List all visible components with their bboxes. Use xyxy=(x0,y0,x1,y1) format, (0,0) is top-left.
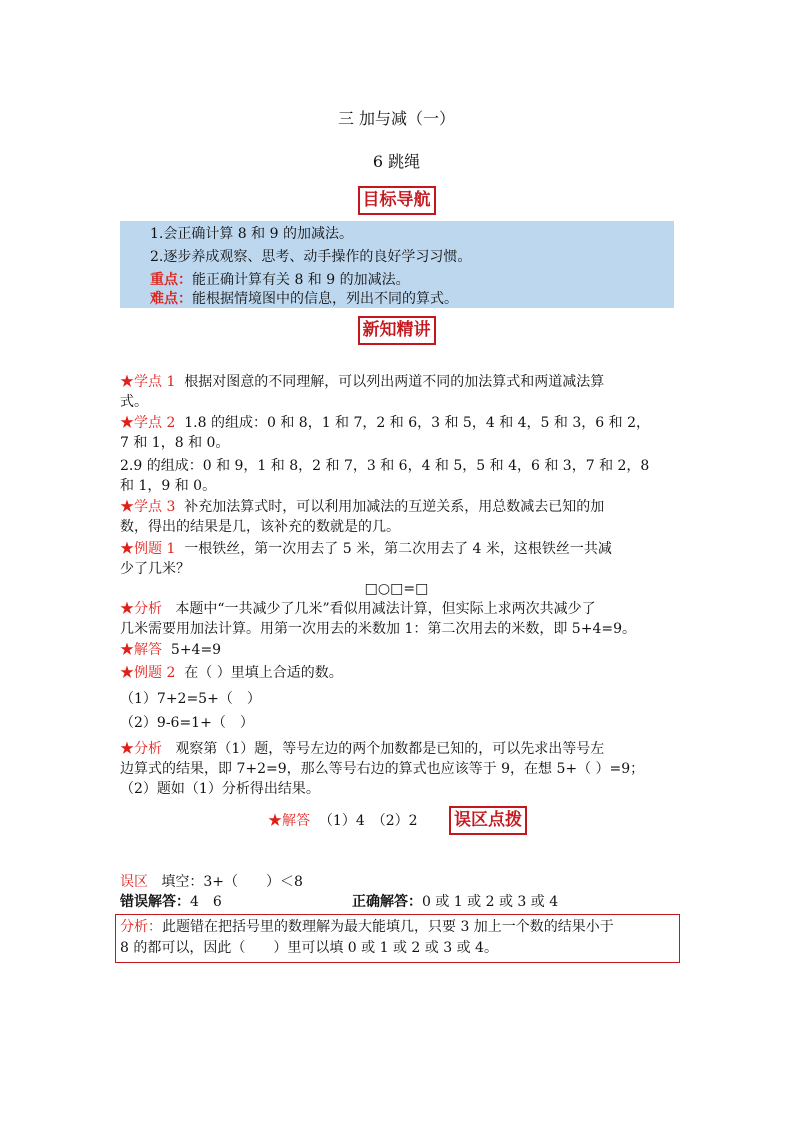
right-answer-text: 0 或 1 或 2 或 3 或 4 xyxy=(422,894,559,910)
goal-item-2: 2.逐步养成观察、思考、动手操作的良好学习习惯。 xyxy=(150,249,472,265)
example-1-formula: □○□=□ xyxy=(364,581,429,597)
key-point xyxy=(150,269,410,289)
chapter-title: 三 加与减（一） xyxy=(337,109,456,128)
example-1 xyxy=(120,539,612,559)
goal-item-1: 1.会正确计算 8 和 9 的加减法。 xyxy=(150,226,353,242)
right-answer-label: 正确解答： xyxy=(352,894,422,910)
mistake-right-answer xyxy=(352,892,558,912)
key-point-label: 重点： xyxy=(150,272,192,288)
example-2-answer-text: （1）4 （2）2 xyxy=(318,813,418,829)
point-2-text-cont: 7 和 1，8 和 0。 xyxy=(120,435,230,451)
example-1-answer xyxy=(120,640,221,660)
example-2-analysis-cont: 边算式的结果，即 7+2=9，那么等号右边的算式也应该等于 9，在想 5+（ ）=9； xyxy=(120,761,645,777)
new-knowledge-heading xyxy=(0,316,793,345)
goals-heading xyxy=(0,186,793,215)
example-1-text: 一根铁丝，第一次用去了 5 米，第二次用去了 4 米，这根铁丝一共减 xyxy=(184,541,612,557)
mistakes-heading xyxy=(449,806,527,835)
mistake-analysis-label: 分析： xyxy=(120,919,162,935)
point-1-text: 根据对图意的不同理解，可以列出两道不同的加法算式和两道减法算 xyxy=(184,374,605,390)
key-point-text: 能正确计算有关 8 和 9 的加减法。 xyxy=(192,272,410,288)
point-3-label: ★学点 3 xyxy=(120,499,176,515)
example-2-analysis-cont-2: （2）题如（1）分析得出结果。 xyxy=(120,781,320,797)
example-1-label: ★例题 1 xyxy=(120,541,176,557)
example-1-text-cont: 少了几米？ xyxy=(120,561,190,577)
goals-panel xyxy=(120,221,674,308)
point-2-text: 1.8 的组成：0 和 8，1 和 7，2 和 6，3 和 5，4 和 4，5 和 3，6 和 2， xyxy=(184,415,650,431)
mistake-label: 误区 xyxy=(120,874,148,890)
point-1-label: ★学点 1 xyxy=(120,374,176,390)
point-2-text-nine-cont: 和 1，9 和 0。 xyxy=(120,478,217,494)
mistake-wrong-answer xyxy=(120,892,222,912)
difficulty-text: 能根据情境图中的信息，列出不同的算式。 xyxy=(192,291,458,307)
example-2 xyxy=(120,663,343,683)
example-2-q2: （2）9-6=1+（ ） xyxy=(120,715,254,731)
mistake-analysis-cont: 8 的都可以，因此（ ）里可以填 0 或 1 或 2 或 3 或 4。 xyxy=(120,940,498,956)
wrong-answer-text: 4 6 xyxy=(190,894,222,910)
mistakes-heading-label: 误区点拨 xyxy=(449,806,527,835)
example-1-answer-label: ★解答 xyxy=(120,642,162,658)
point-1-text-cont: 式。 xyxy=(120,394,148,410)
mistake-analysis-text: 此题错在把括号里的数理解为最大能填几，只要 3 加上一个数的结果小于 xyxy=(162,919,614,935)
example-1-analysis-cont: 几米需要用加法计算。用第一次用去的米数加 1：第二次用去的米数，即 5+4=9。 xyxy=(120,621,636,637)
example-2-answer xyxy=(268,811,418,831)
example-1-analysis-label: ★分析 xyxy=(120,601,162,617)
point-3 xyxy=(120,497,604,517)
example-2-label: ★例题 2 xyxy=(120,665,176,681)
difficulty-label: 难点： xyxy=(150,291,192,307)
example-1-analysis xyxy=(120,599,596,619)
point-1 xyxy=(120,372,604,392)
mistake-analysis xyxy=(120,917,614,937)
example-2-text: 在（ ）里填上合适的数。 xyxy=(184,665,343,681)
example-2-analysis-text: 观察第（1）题，等号左边的两个加数都是已知的，可以先求出等号左 xyxy=(175,741,605,757)
mistake-question-text: 填空：3+（ ）＜8 xyxy=(161,874,303,890)
difficulty-point xyxy=(150,288,458,308)
example-2-analysis-label: ★分析 xyxy=(120,741,162,757)
example-2-answer-label: ★解答 xyxy=(268,813,310,829)
point-2-label: ★学点 2 xyxy=(120,415,176,431)
point-3-text-cont: 数，得出的结果是几，该补充的数就是的几。 xyxy=(120,519,400,535)
point-2 xyxy=(120,413,650,433)
mistake-analysis-box xyxy=(115,914,680,963)
example-1-answer-text: 5+4=9 xyxy=(170,642,222,658)
lesson-title: 6 跳绳 xyxy=(372,152,421,171)
wrong-answer-label: 错误解答： xyxy=(120,894,190,910)
point-2-text-nine: 2.9 的组成：0 和 9，1 和 8，2 和 7，3 和 6，4 和 5，5 和 4，6 和 3，7 和 2，8 xyxy=(120,458,650,474)
goals-heading-label: 目标导航 xyxy=(358,186,436,215)
example-2-analysis xyxy=(120,739,604,759)
example-1-analysis-text: 本题中“一共减少了几米”看似用减法计算，但实际上求两次共减少了 xyxy=(175,601,596,617)
mistake-question xyxy=(120,872,303,892)
new-knowledge-heading-label: 新知精讲 xyxy=(358,316,436,345)
example-2-q1: （1）7+2=5+（ ） xyxy=(120,691,261,707)
point-3-text: 补充加法算式时，可以利用加减法的互逆关系，用总数减去已知的加 xyxy=(184,499,605,515)
